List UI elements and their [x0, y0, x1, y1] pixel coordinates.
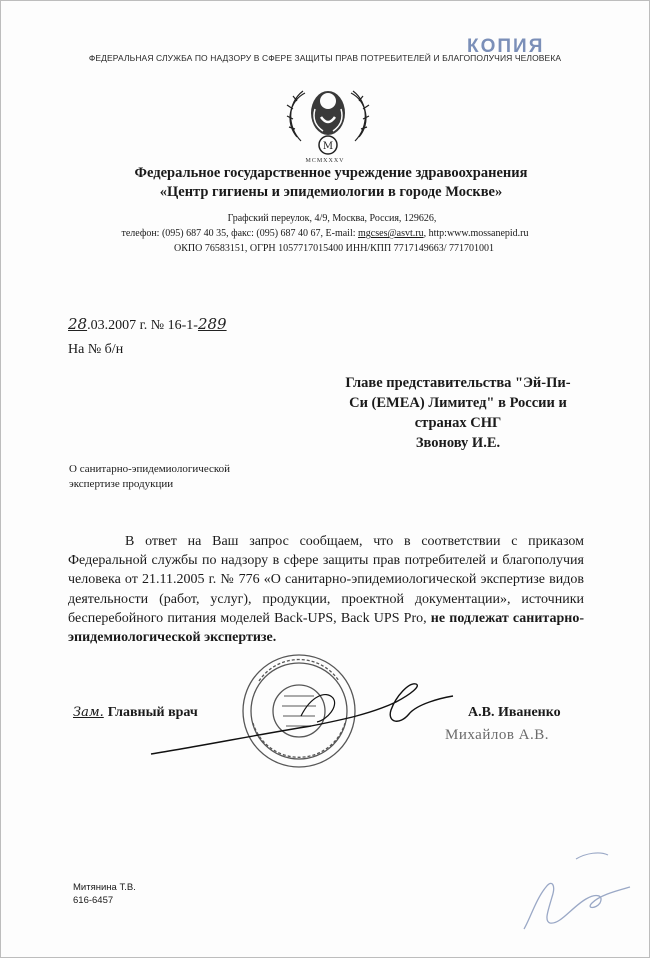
body-plain: В ответ на Ваш запрос сообщаем, что в соответствии с приказом Федеральной службы по надзору в сфере защиты прав потребителей и благополучия человека от 21.11.2005 г. № 776 «О санитарно-эпидемиологической экспертизе видов деятельности (работ, услуг), продукции, проектной документации», источники бесперебойного питания моделей Back-UPS, Back UPS Pro, [68, 534, 584, 626]
letter-date-number [68, 315, 227, 334]
addressee-block [323, 373, 593, 453]
registry-codes: ОКПО 76583151, ОГРН 1057717015400 ИНН/КПП 7717149663/ 771701001 [174, 243, 494, 254]
number-handwritten: 289 [197, 315, 227, 333]
addressee-line-3: странах СНГ [414, 415, 502, 431]
emblem-caption: MCMXXXV [305, 158, 345, 164]
subject-block [69, 462, 309, 492]
phone-fax: телефон: (095) 687 40 35, факс: (095) 687 40 67, E-mail: [121, 228, 359, 239]
signatory-name: А.В. Иваненко [468, 705, 561, 720]
corner-signature-icon [516, 849, 636, 934]
org-line-2: «Центр гигиены и эпидемиологии в городе Москве» [159, 184, 503, 200]
signatory-position [73, 705, 198, 721]
phone-line [1, 226, 649, 241]
addressee-line-1: Главе представительства "Эй-Пи- [345, 375, 571, 391]
website: , http:www.mossanepid.ru [423, 228, 529, 239]
organization-name [1, 164, 649, 202]
date-day-handwritten: 28 [68, 315, 88, 333]
zam-handwritten: Зам. [73, 705, 104, 720]
ink-signature-icon [141, 676, 461, 766]
address: Графский переулок, 4/9, Москва, Россия, 129626, [227, 213, 437, 224]
addressee-line-2: Си (ЕМЕА) Лимитед" в России и [349, 395, 567, 411]
copy-stamp: КОПИЯ [467, 36, 545, 57]
executor-phone: 616-6457 [73, 895, 114, 906]
executor-name: Митянина Т.В. [73, 882, 136, 893]
subject-line-2: экспертизе продукции [69, 478, 174, 490]
letter-body [68, 532, 584, 647]
org-line-1: Федеральное государственное учреждение здравоохранения [134, 165, 528, 181]
executor-block [73, 881, 136, 907]
svg-text:M: M [322, 141, 334, 152]
subject-line-1: О санитарно-эпидемиологической [69, 463, 231, 475]
body-bold: не подлежат санитарно-эпидемиологической экспертизе. [68, 610, 584, 646]
stamped-name: Михайлов А.В. [445, 727, 550, 743]
contacts-block [1, 211, 649, 256]
agency-header: ФЕДЕРАЛЬНАЯ СЛУЖБА ПО НАДЗОРУ В СФЕРЕ ЗАЩИТЫ ПРАВ ПОТРЕБИТЕЛЕЙ И БЛАГОПОЛУЧИЯ ЧЕЛОВЕКА [88, 53, 562, 63]
reference-line: На № б/н [68, 342, 124, 357]
date-rest: .03.2007 г. № 16-1- [87, 318, 198, 333]
email-link[interactable]: mgcses@asvt.ru [358, 228, 424, 239]
emblem-icon [283, 79, 373, 161]
position-title: Главный врач [107, 705, 198, 720]
addressee-line-4: Звонову И.Е. [415, 435, 501, 451]
